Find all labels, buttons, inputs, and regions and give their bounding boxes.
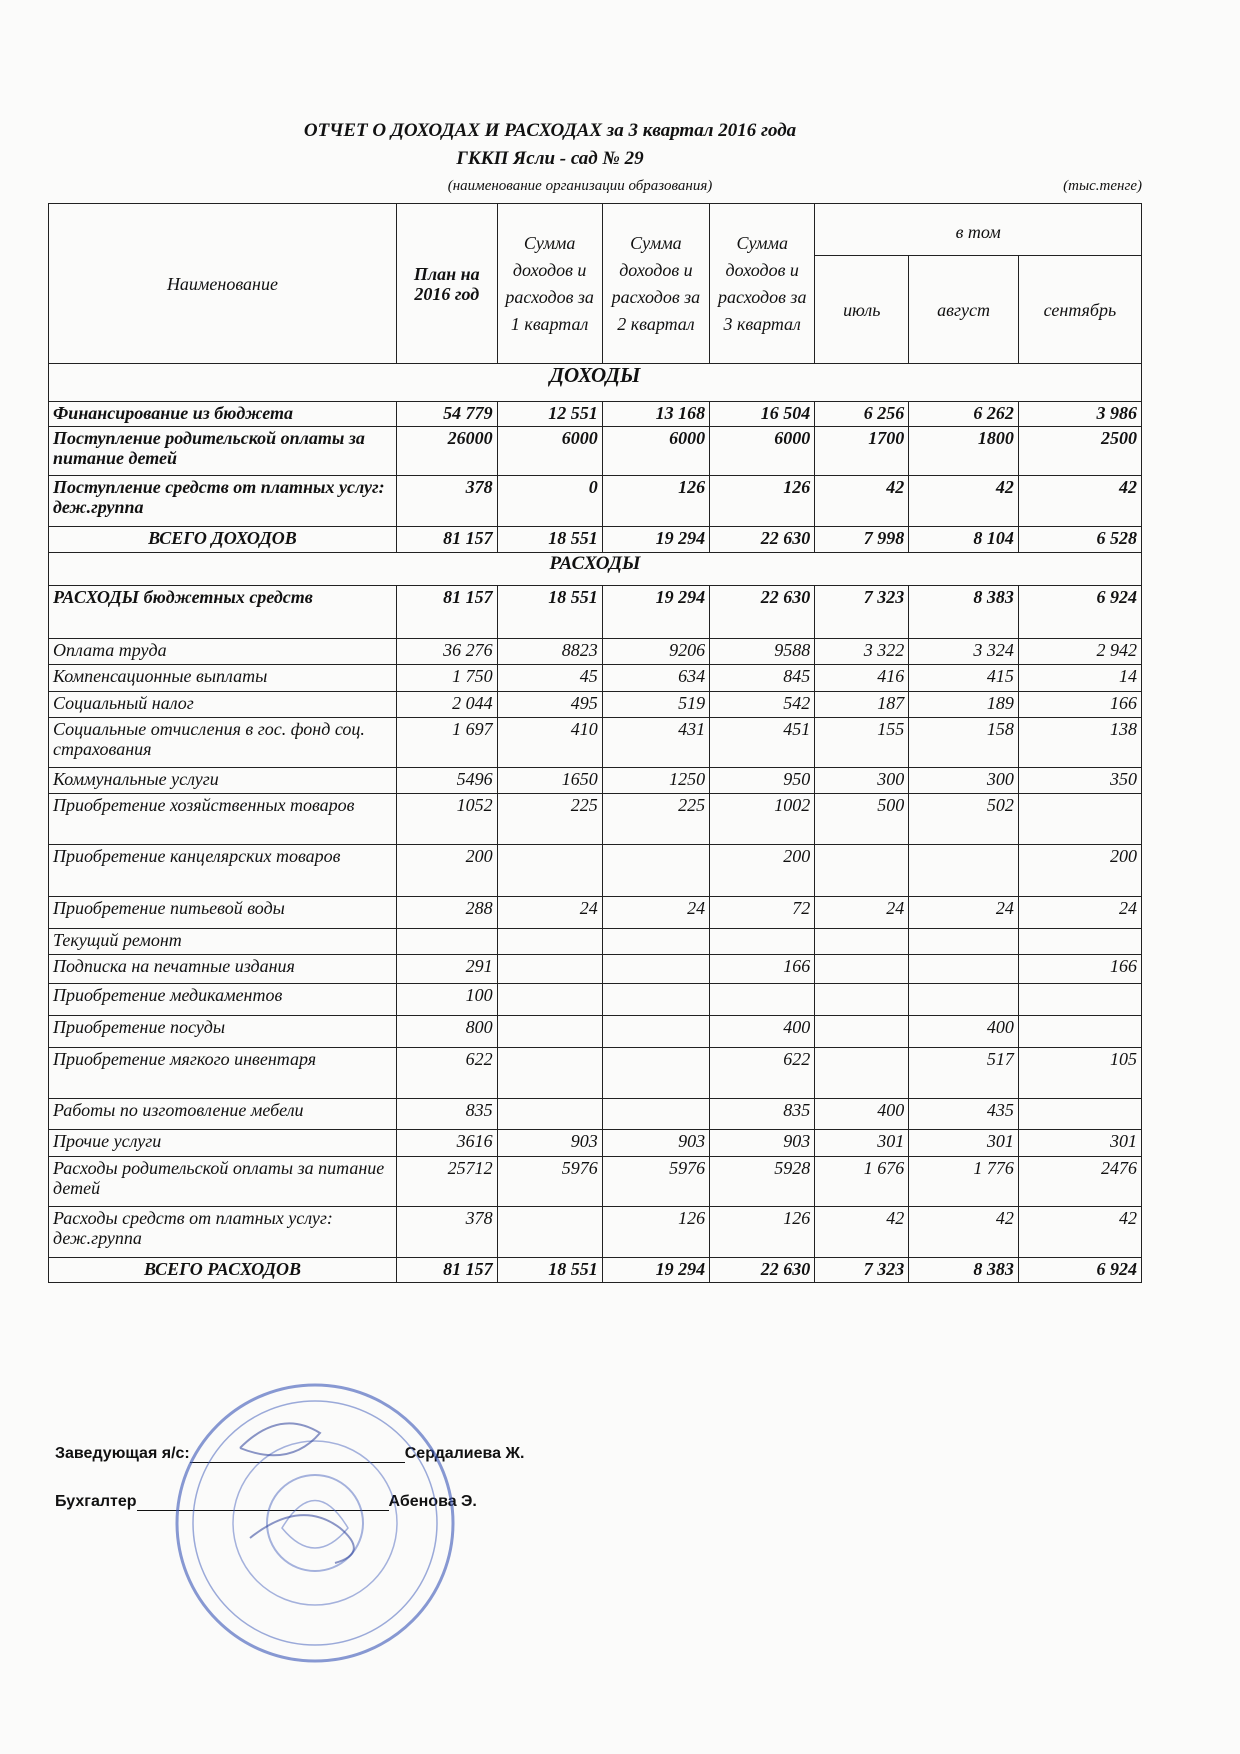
cell-m1 [815,984,909,1016]
cell-q2: 19 294 [602,1258,709,1283]
accountant-label: Бухгалтер [55,1493,137,1510]
cell-plan: 1052 [396,794,497,845]
cell-m2: 42 [909,1207,1019,1258]
cell-name: Подписка на печатные издания [49,955,397,984]
cell-q1 [497,929,602,955]
cell-plan: 291 [396,955,497,984]
cell-q3: 542 [710,692,815,718]
cell-name: Компенсационные выплаты [49,665,397,692]
cell-q3: 622 [710,1048,815,1099]
cell-m3: 14 [1018,665,1141,692]
cell-plan: 1 697 [396,718,497,768]
cell-name: Расходы средств от платных услуг: деж.группа [49,1207,397,1258]
expense-row [49,639,1142,665]
budget-expenses-row [49,586,1142,639]
expense-row [49,1099,1142,1130]
cell-q3: 835 [710,1099,815,1130]
income-total-row [49,527,1142,553]
cell-q3: 845 [710,665,815,692]
cell-q3: 22 630 [710,527,815,553]
cell-q1: 6000 [497,427,602,476]
cell-q2: 634 [602,665,709,692]
cell-q3: 1002 [710,794,815,845]
cell-plan: 26000 [396,427,497,476]
cell-m2: 42 [909,476,1019,527]
expense-row [49,692,1142,718]
organization-name: ГККП Ясли - сад № 29 [456,148,644,169]
cell-q1 [497,1048,602,1099]
cell-m1 [815,929,909,955]
cell-q1 [497,1016,602,1048]
cell-m1: 42 [815,1207,909,1258]
cell-m1 [815,955,909,984]
expense-row [49,1016,1142,1048]
report-title: ОТЧЕТ О ДОХОДАХ И РАСХОДАХ за 3 квартал 2016 года [303,120,797,141]
cell-m2 [909,955,1019,984]
income-row [49,476,1142,527]
cell-m1 [815,1016,909,1048]
cell-q1: 18 551 [497,586,602,639]
cell-q1: 225 [497,794,602,845]
cell-q3: 400 [710,1016,815,1048]
income-row [49,427,1142,476]
unit-caption: (тыс.тенге) [1063,178,1142,194]
cell-q2: 126 [602,1207,709,1258]
cell-m1: 42 [815,476,909,527]
cell-m3: 105 [1018,1048,1141,1099]
cell-name: Приобретение канцелярских товаров [49,845,397,897]
expense-row [49,718,1142,768]
cell-m3: 24 [1018,897,1141,929]
expense-row [49,929,1142,955]
expense-row [49,1157,1142,1207]
cell-q2 [602,955,709,984]
cell-m1: 3 322 [815,639,909,665]
cell-m1: 187 [815,692,909,718]
cell-m1: 7 323 [815,586,909,639]
cell-m1: 301 [815,1130,909,1157]
cell-m3 [1018,794,1141,845]
income-row [49,402,1142,427]
cell-m2: 1 776 [909,1157,1019,1207]
cell-q2: 1250 [602,768,709,794]
cell-q2: 903 [602,1130,709,1157]
cell-name: Социальные отчисления в гос. фонд соц. страхования [49,718,397,768]
cell-q1: 903 [497,1130,602,1157]
cell-plan: 1 750 [396,665,497,692]
cell-name: Оплата труда [49,639,397,665]
cell-q3: 166 [710,955,815,984]
cell-m2: 517 [909,1048,1019,1099]
cell-plan: 288 [396,897,497,929]
cell-q2: 9206 [602,639,709,665]
cell-q3: 126 [710,476,815,527]
cell-m3 [1018,1016,1141,1048]
cell-m2: 8 383 [909,1258,1019,1283]
cell-name: Приобретение посуды [49,1016,397,1048]
cell-q1: 1650 [497,768,602,794]
col-header-q2: Сумма доходов и расходов за 2 квартал [602,204,709,364]
cell-name: Текущий ремонт [49,929,397,955]
cell-q2: 19 294 [602,527,709,553]
cell-name: Поступление родительской оплаты за питание детей [49,427,397,476]
cell-m3: 42 [1018,476,1141,527]
cell-m2: 189 [909,692,1019,718]
accountant-name: Абенова Э. [388,1493,477,1510]
cell-q1 [497,845,602,897]
cell-q3: 950 [710,768,815,794]
cell-q2: 6000 [602,427,709,476]
cell-m1: 7 998 [815,527,909,553]
col-header-september: сентябрь [1018,256,1141,364]
expense-row [49,845,1142,897]
col-header-q1: Сумма доходов и расходов за 1 квартал [497,204,602,364]
head-label: Заведующая я/с: [55,1445,190,1462]
cell-plan [396,929,497,955]
cell-plan: 200 [396,845,497,897]
cell-q1 [497,1099,602,1130]
cell-q1 [497,955,602,984]
cell-m3: 42 [1018,1207,1141,1258]
cell-q3 [710,929,815,955]
cell-m2 [909,984,1019,1016]
cell-q2 [602,984,709,1016]
cell-name: Финансирование из бюджета [49,402,397,427]
cell-q1 [497,1207,602,1258]
cell-plan: 100 [396,984,497,1016]
cell-q2: 5976 [602,1157,709,1207]
cell-q1: 12 551 [497,402,602,427]
col-header-july: июль [815,256,909,364]
cell-plan: 378 [396,1207,497,1258]
cell-m1: 400 [815,1099,909,1130]
cell-m1: 6 256 [815,402,909,427]
cell-plan: 2 044 [396,692,497,718]
cell-q1: 8823 [497,639,602,665]
cell-q1: 24 [497,897,602,929]
cell-q3: 9588 [710,639,815,665]
cell-q1: 18 551 [497,1258,602,1283]
cell-q2 [602,1016,709,1048]
cell-q1: 18 551 [497,527,602,553]
cell-m1: 500 [815,794,909,845]
cell-plan: 81 157 [396,527,497,553]
cell-m2: 435 [909,1099,1019,1130]
cell-q3: 451 [710,718,815,768]
cell-m3: 6 528 [1018,527,1141,553]
expense-row [49,897,1142,929]
col-header-plan: План на 2016 год [396,204,497,364]
organization-caption: (наименование организации образования) [447,178,713,194]
cell-m2: 8 104 [909,527,1019,553]
cell-m1: 1 676 [815,1157,909,1207]
cell-plan: 378 [396,476,497,527]
cell-m2: 1800 [909,427,1019,476]
col-header-august: август [909,256,1019,364]
cell-q3: 6000 [710,427,815,476]
cell-name: Приобретение хозяйственных товаров [49,794,397,845]
expense-row [49,955,1142,984]
cell-q2 [602,1099,709,1130]
cell-m2: 300 [909,768,1019,794]
cell-q1: 495 [497,692,602,718]
cell-q2: 431 [602,718,709,768]
cell-name: РАСХОДЫ бюджетных средств [49,586,397,639]
section-expenses: РАСХОДЫ [49,553,1142,586]
col-header-vtom: в том [815,204,1142,256]
cell-m3: 138 [1018,718,1141,768]
cell-name: Расходы родительской оплаты за питание детей [49,1157,397,1207]
expense-row [49,1048,1142,1099]
cell-q2 [602,845,709,897]
cell-plan: 54 779 [396,402,497,427]
official-stamp [170,1378,460,1668]
cell-q2: 19 294 [602,586,709,639]
cell-m3: 6 924 [1018,586,1141,639]
cell-m1: 7 323 [815,1258,909,1283]
cell-name: Приобретение медикаментов [49,984,397,1016]
cell-m2: 158 [909,718,1019,768]
cell-plan: 36 276 [396,639,497,665]
expense-row [49,984,1142,1016]
cell-m2 [909,845,1019,897]
expense-row [49,1207,1142,1258]
cell-q3: 22 630 [710,586,815,639]
cell-plan: 622 [396,1048,497,1099]
cell-m3: 6 924 [1018,1258,1141,1283]
cell-plan: 81 157 [396,1258,497,1283]
cell-q3: 16 504 [710,402,815,427]
expense-row [49,665,1142,692]
cell-plan: 835 [396,1099,497,1130]
cell-m3: 2500 [1018,427,1141,476]
cell-m3: 301 [1018,1130,1141,1157]
section-income: ДОХОДЫ [49,364,1142,402]
cell-m3: 350 [1018,768,1141,794]
cell-m3: 2476 [1018,1157,1141,1207]
cell-q2: 13 168 [602,402,709,427]
expense-total-row [49,1258,1142,1283]
cell-name: Приобретение мягкого инвентаря [49,1048,397,1099]
cell-plan: 25712 [396,1157,497,1207]
cell-m2 [909,929,1019,955]
cell-q2: 24 [602,897,709,929]
cell-q3: 903 [710,1130,815,1157]
cell-q2: 519 [602,692,709,718]
cell-q3: 126 [710,1207,815,1258]
col-header-name: Наименование [49,204,397,364]
cell-name: Прочие услуги [49,1130,397,1157]
cell-name: Социальный налог [49,692,397,718]
cell-m3 [1018,929,1141,955]
cell-m2: 502 [909,794,1019,845]
cell-q2 [602,929,709,955]
expense-row [49,794,1142,845]
cell-q3 [710,984,815,1016]
cell-m3: 166 [1018,692,1141,718]
cell-m1 [815,1048,909,1099]
cell-m3: 3 986 [1018,402,1141,427]
cell-m3 [1018,1099,1141,1130]
cell-m2: 8 383 [909,586,1019,639]
cell-m1: 300 [815,768,909,794]
cell-q2: 225 [602,794,709,845]
cell-m2: 301 [909,1130,1019,1157]
cell-q2 [602,1048,709,1099]
cell-q3: 200 [710,845,815,897]
cell-plan: 3616 [396,1130,497,1157]
cell-m2: 24 [909,897,1019,929]
cell-q1: 0 [497,476,602,527]
cell-m2: 3 324 [909,639,1019,665]
cell-q1: 45 [497,665,602,692]
cell-m3 [1018,984,1141,1016]
cell-m3: 166 [1018,955,1141,984]
cell-name: Коммунальные услуги [49,768,397,794]
cell-m1: 24 [815,897,909,929]
cell-m1 [815,845,909,897]
cell-m1: 1700 [815,427,909,476]
cell-q3: 22 630 [710,1258,815,1283]
report-table [48,203,1142,1283]
cell-m1: 416 [815,665,909,692]
cell-q3: 72 [710,897,815,929]
head-name: Сердалиева Ж. [404,1445,525,1462]
cell-m1: 155 [815,718,909,768]
cell-plan: 5496 [396,768,497,794]
cell-m2: 6 262 [909,402,1019,427]
cell-q1 [497,984,602,1016]
cell-m2: 400 [909,1016,1019,1048]
cell-name: ВСЕГО ДОХОДОВ [49,527,397,553]
cell-m2: 415 [909,665,1019,692]
expense-row [49,1130,1142,1157]
cell-name: Работы по изготовление мебели [49,1099,397,1130]
cell-q3: 5928 [710,1157,815,1207]
cell-m3: 2 942 [1018,639,1141,665]
col-header-q3: Сумма доходов и расходов за 3 квартал [710,204,815,364]
cell-plan: 800 [396,1016,497,1048]
cell-q1: 410 [497,718,602,768]
cell-m3: 200 [1018,845,1141,897]
cell-plan: 81 157 [396,586,497,639]
cell-q1: 5976 [497,1157,602,1207]
cell-name: Поступление средств от платных услуг: деж.группа [49,476,397,527]
cell-name: ВСЕГО РАСХОДОВ [49,1258,397,1283]
cell-name: Приобретение питьевой воды [49,897,397,929]
expense-row [49,768,1142,794]
cell-q2: 126 [602,476,709,527]
